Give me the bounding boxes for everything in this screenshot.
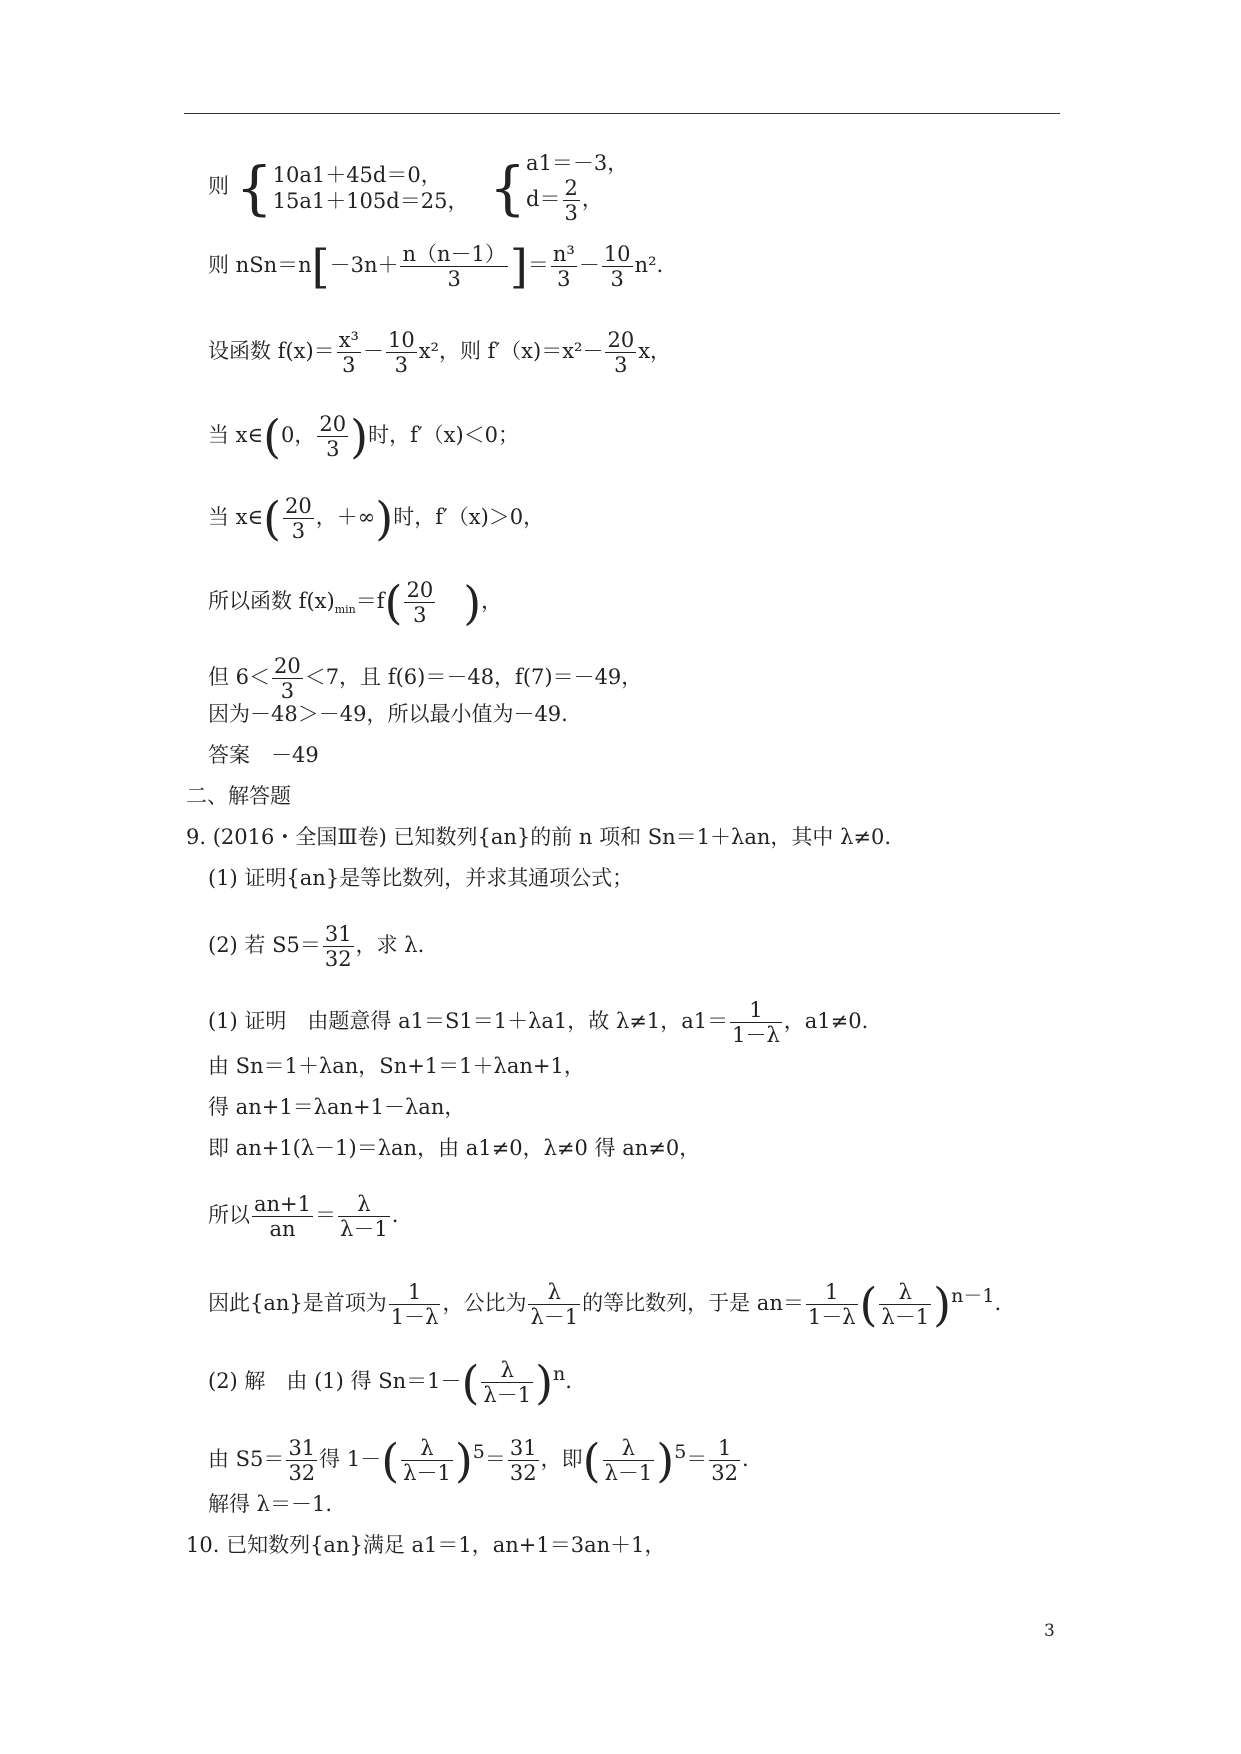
fraction bbox=[730, 998, 782, 1047]
numerator: 2 bbox=[564, 176, 578, 200]
numerator: 31 bbox=[509, 1436, 537, 1460]
left-paren: ( bbox=[263, 409, 282, 464]
inner-a: －3n＋ bbox=[329, 253, 399, 277]
tail: ，求 λ. bbox=[355, 933, 425, 957]
equation-1: 10a1＋45d＝0， bbox=[272, 162, 442, 187]
lead-text: 则 bbox=[208, 174, 229, 198]
fraction bbox=[605, 328, 636, 377]
numerator: λ bbox=[898, 1280, 912, 1304]
solution-d bbox=[526, 176, 628, 225]
interval-line-1 bbox=[208, 409, 520, 464]
lead-text: 所以函数 f(x) bbox=[208, 589, 335, 613]
tail: ＜7，且 f(6)＝－48，f(7)＝－49， bbox=[304, 665, 643, 689]
problem-9-stem: 9. (2016・全国Ⅲ卷) 已知数列{an}的前 n 项和 Sn＝1＋λan，其中 λ≠0. bbox=[186, 825, 892, 849]
fraction bbox=[602, 242, 633, 291]
mid-text-2: ，即 bbox=[540, 1447, 583, 1471]
numerator: λ bbox=[357, 1192, 371, 1216]
numerator: 20 bbox=[285, 494, 312, 518]
numerator: an+1 bbox=[254, 1192, 312, 1216]
exponent: n－1 bbox=[951, 1285, 995, 1307]
exponent: n bbox=[553, 1363, 566, 1385]
denominator: 3 bbox=[272, 678, 303, 703]
numerator: 31 bbox=[288, 1436, 316, 1460]
denominator: λ－1 bbox=[483, 1383, 532, 1407]
interval-line-2 bbox=[208, 491, 545, 546]
denominator: 3 bbox=[337, 352, 361, 377]
solution-line-9: 解得 λ＝－1. bbox=[208, 1492, 333, 1516]
denominator: 1－λ bbox=[390, 1305, 439, 1329]
fraction bbox=[286, 1436, 317, 1485]
min-line bbox=[208, 575, 503, 630]
function-line bbox=[208, 328, 671, 377]
fraction bbox=[283, 494, 314, 543]
solution-a1: a1＝－3， bbox=[526, 151, 629, 175]
left-brace: { bbox=[235, 153, 273, 222]
numerator: 10 bbox=[603, 242, 631, 266]
fraction bbox=[338, 1192, 390, 1241]
fraction bbox=[481, 1358, 533, 1407]
fraction bbox=[317, 412, 348, 461]
but-line bbox=[208, 654, 642, 703]
numerator: 20 bbox=[607, 328, 635, 352]
because-line: 因为－48＞－49，所以最小值为－49. bbox=[208, 702, 568, 726]
right-paren: ) bbox=[535, 1355, 554, 1410]
fraction bbox=[709, 1436, 740, 1485]
upper-bound: ，＋∞ bbox=[315, 505, 376, 529]
lead-text: (2) 解 由 (1) 得 Sn＝1－ bbox=[208, 1369, 462, 1393]
mid-text: ，公比为 bbox=[442, 1291, 527, 1315]
denominator: 32 bbox=[711, 1461, 739, 1485]
denominator: 3 bbox=[317, 436, 348, 461]
numerator: λ bbox=[420, 1436, 434, 1460]
denominator: λ－1 bbox=[881, 1305, 930, 1329]
min-subscript: min bbox=[334, 603, 356, 617]
lead-text: 因此{an}是首项为 bbox=[208, 1291, 387, 1315]
minus: － bbox=[362, 339, 384, 363]
numerator: 10 bbox=[387, 328, 415, 352]
numerator: x³ bbox=[338, 328, 359, 352]
fraction bbox=[508, 1436, 539, 1485]
denominator: λ－1 bbox=[403, 1461, 451, 1485]
tail: . bbox=[994, 1291, 1002, 1315]
exponent: 5 bbox=[674, 1441, 687, 1463]
fraction bbox=[551, 242, 577, 291]
denominator: 3 bbox=[404, 602, 435, 627]
lead-text: 则 nSn＝n bbox=[208, 253, 312, 277]
problem-10-stem: 10. 已知数列{an}满足 a1＝1，an+1＝3an＋1， bbox=[186, 1533, 666, 1557]
denominator: 3 bbox=[605, 352, 636, 377]
fraction bbox=[528, 1280, 580, 1329]
left-paren: ( bbox=[582, 1433, 601, 1488]
numerator: 20 bbox=[274, 654, 301, 678]
fraction bbox=[272, 654, 303, 703]
solution-line-4: 即 an+1(λ－1)＝λan，由 a1≠0，λ≠0 得 an≠0， bbox=[208, 1136, 701, 1160]
tail: . bbox=[391, 1203, 399, 1227]
fraction bbox=[389, 1280, 441, 1329]
right-paren: ) bbox=[375, 491, 394, 546]
fraction bbox=[400, 242, 507, 291]
fraction bbox=[404, 578, 435, 627]
tail: . bbox=[742, 1447, 749, 1471]
solution-line-5 bbox=[208, 1192, 398, 1241]
tail: ， bbox=[481, 589, 503, 613]
right-paren: ) bbox=[350, 409, 369, 464]
denominator: 32 bbox=[509, 1461, 537, 1485]
denominator: 1－λ bbox=[732, 1023, 780, 1047]
lead-text: (2) 若 S5＝ bbox=[208, 933, 321, 957]
tail: ， bbox=[581, 187, 603, 211]
denominator: 32 bbox=[324, 947, 352, 971]
left-paren: ( bbox=[384, 575, 403, 630]
solution-line-1 bbox=[208, 998, 868, 1047]
right-paren: ) bbox=[933, 1277, 952, 1332]
left-paren: ( bbox=[461, 1355, 480, 1410]
mid-text-2: 的等比数列，于是 an＝ bbox=[582, 1291, 804, 1315]
denominator: 3 bbox=[386, 352, 417, 377]
equals: ＝ bbox=[484, 1447, 506, 1471]
exponent: 5 bbox=[472, 1441, 485, 1463]
denominator: 32 bbox=[288, 1461, 316, 1485]
equals: ＝ bbox=[315, 1203, 337, 1227]
equation-system bbox=[273, 162, 469, 214]
solution-line-8 bbox=[208, 1433, 749, 1488]
lead-text: (1) 证明 由题意得 a1＝S1＝1＋λa1，故 λ≠1，a1＝ bbox=[208, 1009, 729, 1033]
fraction bbox=[323, 922, 354, 971]
right-bracket: ] bbox=[509, 239, 528, 294]
left-paren: ( bbox=[859, 1277, 878, 1332]
solution-line-2: 由 Sn＝1＋λan，Sn+1＝1＋λan+1， bbox=[208, 1054, 585, 1078]
equals: ＝f bbox=[355, 589, 385, 613]
denominator: an bbox=[252, 1216, 313, 1241]
left-paren: ( bbox=[381, 1433, 400, 1488]
equals: ＝ bbox=[527, 253, 549, 277]
lead-text: 当 x∈ bbox=[208, 505, 264, 529]
numerator: λ bbox=[500, 1358, 514, 1382]
tail: . bbox=[565, 1369, 572, 1393]
equation-2: 15a1＋105d＝25， bbox=[272, 188, 469, 213]
d-lhs: d＝ bbox=[526, 187, 561, 211]
minus: － bbox=[578, 253, 600, 277]
numerator: 31 bbox=[324, 922, 352, 946]
lower-bound: 0， bbox=[281, 423, 316, 447]
numerator: n（n－1） bbox=[402, 242, 506, 266]
equation-system-line bbox=[208, 150, 628, 225]
numerator: 20 bbox=[319, 412, 347, 436]
problem-9-question-1: (1) 证明{an}是等比数列，并求其通项公式； bbox=[208, 866, 634, 890]
mid-text: x²，则 f′（x)＝x²－ bbox=[418, 339, 604, 363]
lead-text: 由 S5＝ bbox=[208, 1447, 285, 1471]
nsn-line bbox=[208, 239, 664, 294]
numerator: λ bbox=[621, 1436, 636, 1460]
solution-line-6 bbox=[208, 1277, 1002, 1332]
fraction bbox=[603, 1436, 655, 1485]
right-paren: ) bbox=[454, 1433, 473, 1488]
left-bracket: [ bbox=[311, 239, 330, 294]
tail: x， bbox=[638, 339, 672, 363]
solution-line-3: 得 an+1＝λan+1－λan， bbox=[208, 1095, 466, 1119]
numerator: 1 bbox=[749, 998, 763, 1022]
fraction bbox=[563, 176, 580, 225]
right-paren: ) bbox=[656, 1433, 675, 1488]
fraction bbox=[401, 1436, 453, 1485]
left-brace-2: { bbox=[489, 153, 527, 222]
denominator: 1－λ bbox=[807, 1305, 856, 1329]
tail: ，a1≠0. bbox=[783, 1009, 869, 1033]
tail: 时，f′（x)＜0； bbox=[368, 423, 520, 447]
right-paren: ) bbox=[463, 575, 482, 630]
mid-text: 得 1－ bbox=[319, 1447, 382, 1471]
denominator: 3 bbox=[602, 266, 633, 291]
fraction bbox=[337, 328, 361, 377]
answer-line: 答案 －49 bbox=[208, 743, 319, 767]
numerator: λ bbox=[547, 1280, 561, 1304]
lead-text: 所以 bbox=[208, 1203, 250, 1227]
lead-text: 但 6＜ bbox=[208, 665, 271, 689]
left-paren: ( bbox=[263, 491, 282, 546]
denominator: 3 bbox=[564, 201, 578, 225]
numerator: 1 bbox=[407, 1280, 422, 1304]
fraction bbox=[252, 1192, 313, 1241]
fraction bbox=[806, 1280, 858, 1329]
header-rule bbox=[184, 113, 1060, 114]
numerator: 1 bbox=[717, 1436, 732, 1460]
numerator: 1 bbox=[825, 1280, 839, 1304]
equals: ＝ bbox=[686, 1447, 708, 1471]
problem-9-question-2 bbox=[208, 922, 424, 971]
numerator: n³ bbox=[552, 242, 575, 266]
fraction bbox=[386, 328, 417, 377]
solution-line-7 bbox=[208, 1355, 572, 1410]
tail: n². bbox=[634, 253, 664, 277]
page-number: 3 bbox=[1044, 1621, 1055, 1641]
tail: 时，f′（x)＞0， bbox=[393, 505, 545, 529]
numerator: 20 bbox=[406, 578, 434, 602]
denominator: λ－1 bbox=[530, 1305, 579, 1329]
section-title: 二、解答题 bbox=[186, 784, 291, 808]
denominator: 3 bbox=[400, 266, 507, 291]
denominator: 3 bbox=[551, 266, 577, 291]
fraction bbox=[879, 1280, 931, 1329]
solution-system bbox=[526, 150, 628, 225]
denominator: 3 bbox=[283, 518, 314, 543]
lead-text: 当 x∈ bbox=[208, 423, 264, 447]
lead-text: 设函数 f(x)＝ bbox=[208, 339, 335, 363]
denominator: λ－1 bbox=[604, 1461, 653, 1485]
denominator: λ－1 bbox=[340, 1217, 388, 1241]
